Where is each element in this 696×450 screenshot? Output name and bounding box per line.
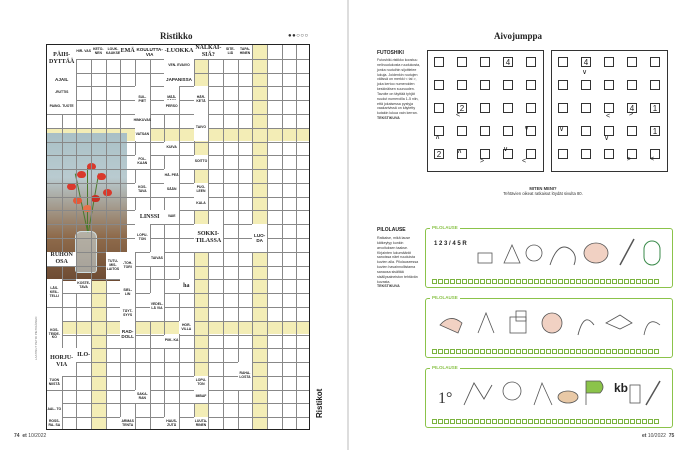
grid-line	[150, 45, 151, 429]
answer-box[interactable]	[528, 419, 533, 424]
answer-box[interactable]	[504, 419, 509, 424]
answer-box[interactable]	[498, 279, 503, 284]
grid-line	[47, 390, 309, 391]
answer-box[interactable]	[546, 349, 551, 354]
answer-box[interactable]	[540, 279, 545, 284]
grid-line	[47, 197, 309, 198]
futoshiki-cell[interactable]	[581, 103, 591, 113]
crossword-clue: ARMAS TENTA	[120, 417, 135, 430]
futoshiki-inequality: >	[627, 156, 632, 163]
answer-box[interactable]	[480, 419, 485, 424]
futoshiki-cell[interactable]	[627, 57, 637, 67]
answer-box[interactable]	[582, 279, 587, 284]
grid-line	[47, 266, 309, 267]
answer-box[interactable]	[468, 419, 473, 424]
crossword-clue: LINSSI	[135, 210, 164, 224]
crossword-clue: EMÄ	[120, 45, 135, 59]
grid-line	[47, 114, 309, 115]
answer-box[interactable]	[432, 349, 437, 354]
answer-box[interactable]	[600, 279, 605, 284]
crossword-clue: SÄÄN	[164, 183, 179, 197]
answer-box[interactable]	[612, 279, 617, 284]
answer-box[interactable]	[450, 419, 455, 424]
crossword-clue: KALA	[194, 197, 209, 211]
grid-line	[282, 45, 283, 429]
answer-box[interactable]	[570, 279, 575, 284]
crossword-clue: ROSS- RA- SA	[47, 417, 62, 430]
crossword-clue: HÄ- PEÄ	[164, 169, 179, 183]
futoshiki-cell[interactable]	[434, 103, 444, 113]
grid-line	[179, 45, 180, 429]
crossword-clue: TUON NIISTÄ	[47, 376, 62, 390]
futoshiki-cell[interactable]	[627, 80, 637, 90]
answer-box[interactable]	[606, 349, 611, 354]
crossword-clue: SITE- LIÄ	[223, 45, 238, 59]
pilolause-box-label: PILOLAUSE	[432, 225, 458, 230]
crossword-clue: VEN- EVAIVO	[164, 59, 193, 73]
crossword-clue: RAHA- LOSTA	[238, 362, 253, 390]
answer-box[interactable]	[558, 349, 563, 354]
answer-box[interactable]	[642, 419, 647, 424]
answer-box[interactable]	[588, 419, 593, 424]
crossword-clue: -RUTTIS	[47, 86, 76, 100]
answer-box[interactable]	[486, 419, 491, 424]
futoshiki-cell[interactable]	[480, 126, 490, 136]
crossword-clue: NÄLKÄI- SIÄ?	[195, 45, 222, 58]
crossword-clue: HÄR- KETÄ	[194, 86, 209, 114]
pilolause-title: PILOLAUSE	[377, 227, 406, 233]
answer-box[interactable]	[456, 279, 461, 284]
answer-box[interactable]	[510, 349, 515, 354]
answer-box[interactable]	[636, 419, 641, 424]
answer-box[interactable]	[444, 419, 449, 424]
answer-box[interactable]	[564, 419, 569, 424]
futoshiki-inequality: ∧	[435, 134, 441, 141]
answer-box[interactable]	[510, 419, 515, 424]
futoshiki-cell[interactable]	[604, 103, 614, 113]
answer-box[interactable]	[546, 279, 551, 284]
futoshiki-cell[interactable]	[434, 57, 444, 67]
answer-box[interactable]	[516, 279, 521, 284]
futoshiki-cell[interactable]	[558, 149, 568, 159]
futoshiki-title: FUTOSHIKI	[377, 50, 404, 56]
futoshiki-grid-1[interactable]	[427, 50, 544, 172]
pilolause-box-3[interactable]	[425, 365, 673, 428]
answer-box[interactable]	[468, 279, 473, 284]
answer-box[interactable]	[600, 419, 605, 424]
crossword-clue: TAIVO	[194, 114, 209, 142]
answer-box[interactable]	[624, 279, 629, 284]
crossword-clue: AAL- TO	[47, 403, 62, 417]
answer-box[interactable]	[504, 349, 509, 354]
crossword-clue: KETO- NEN	[91, 45, 106, 59]
grid-line	[47, 321, 309, 322]
crossword-clue: FOL- KAAN	[135, 155, 150, 169]
grid-line	[47, 252, 309, 253]
answer-box[interactable]	[522, 419, 527, 424]
answer-box[interactable]	[654, 349, 659, 354]
answer-box[interactable]	[612, 349, 617, 354]
futoshiki-inequality: <	[456, 112, 461, 119]
futoshiki-cell[interactable]	[558, 57, 568, 67]
crossword-clue: KOSTE- TAVA	[76, 279, 91, 293]
answer-box[interactable]	[552, 419, 557, 424]
futoshiki-cell[interactable]	[480, 80, 490, 90]
futoshiki-text: Futoshiki-ristikko koostuu neliruudukosta ruudukosta, jonka ruutuihin sijoittelee lukuja. Joidenkin ruutujen välissä on merkki < tai >, joka kertoo numeroiden keskinäisen suuruuden. Tavoite on täyttää tyhjät ruudut numeroilla 1-5 niin, että jokaisessa pystyja vaakarivissä on käytetty kutakin lukua vain kerran. TEKSTIKUVA	[377, 58, 421, 121]
crossword-clue: PERSO	[164, 100, 179, 114]
crossword-clue: TUTU- MIS- LAITOS	[106, 252, 121, 280]
grid-line	[47, 224, 309, 225]
futoshiki-cell[interactable]	[457, 80, 467, 90]
crossword-clue: SAKA- RAN	[135, 390, 150, 404]
futoshiki-cell[interactable]	[581, 126, 591, 136]
crossword-clue: SOKKI- TILASSA	[194, 224, 223, 252]
crossword-clue: TÄYT- SYYS	[120, 307, 135, 321]
answer-box[interactable]	[438, 279, 443, 284]
futoshiki-inequality: >	[480, 158, 485, 165]
pilolause-box-2[interactable]	[425, 295, 673, 358]
answer-box[interactable]	[630, 349, 635, 354]
answer-box[interactable]	[528, 349, 533, 354]
answer-box[interactable]	[444, 279, 449, 284]
futoshiki-inequality: ∧	[457, 148, 463, 155]
grid-line	[47, 376, 309, 377]
answer-box[interactable]	[654, 419, 659, 424]
answer-box[interactable]	[474, 349, 479, 354]
futoshiki-cell[interactable]	[604, 149, 614, 159]
answer-box[interactable]	[594, 279, 599, 284]
answer-box[interactable]	[492, 349, 497, 354]
answer-box[interactable]	[594, 349, 599, 354]
crossword-clue: LOUK- KAUKSE	[106, 45, 121, 59]
futoshiki-cell[interactable]	[526, 80, 536, 90]
grid-line	[47, 155, 309, 156]
grid-line	[47, 362, 309, 363]
pilolause-text: Ratkaise, mikä lause kätkeytyy kunkin arvoituksen taakse. Kirjainten lukumäärät sanoissa näet ruuduista kuvien alla. Pilolauseessa kuvien havainnollistama sanaosa sisältää sisällysaineiston tehtävän kuvasta. TEKSTIKUVA	[377, 236, 419, 289]
futoshiki-cell[interactable]	[604, 80, 614, 90]
puzzle-2-pictures	[434, 305, 666, 341]
answer-box[interactable]	[534, 349, 539, 354]
answer-box[interactable]	[582, 419, 587, 424]
answer-box[interactable]	[624, 349, 629, 354]
answer-box[interactable]	[576, 419, 581, 424]
crossword-clue: VAIE	[164, 210, 179, 224]
answer-box[interactable]	[546, 419, 551, 424]
answer-box[interactable]	[438, 419, 443, 424]
answer-box[interactable]	[540, 419, 545, 424]
answer-box[interactable]	[642, 349, 647, 354]
answer-box[interactable]	[534, 419, 539, 424]
puzzle-1-numbers: 1 2 3 / 4 5 R	[434, 241, 467, 247]
answer-box[interactable]	[594, 419, 599, 424]
answer-box[interactable]	[474, 419, 479, 424]
answer-box[interactable]	[624, 419, 629, 424]
futoshiki-cell[interactable]	[526, 57, 536, 67]
crossword-grid[interactable]	[46, 44, 310, 430]
crossword-clue: AJAIL	[47, 73, 76, 87]
crossword-clue: IMBAF	[194, 390, 209, 404]
futoshiki-cell[interactable]	[526, 149, 536, 159]
crossword-clue: SOITTO	[194, 155, 209, 169]
futoshiki-inequality: >	[629, 111, 634, 118]
answer-box[interactable]	[516, 349, 521, 354]
crossword-clue: -LUOKKA	[164, 45, 193, 59]
futoshiki-grid-2[interactable]	[551, 50, 668, 172]
futoshiki-cell[interactable]	[457, 126, 467, 136]
crossword-clue: HAUS- ZUTÄ	[164, 417, 179, 430]
answer-box[interactable]	[480, 279, 485, 284]
page-dots: ●●○○○	[288, 33, 309, 39]
answer-box[interactable]	[600, 349, 605, 354]
grid-line	[296, 45, 297, 429]
answer-box[interactable]	[528, 279, 533, 284]
futoshiki-cell[interactable]: 2	[434, 149, 444, 159]
answer-box[interactable]	[552, 349, 557, 354]
answer-box[interactable]	[570, 349, 575, 354]
answer-box[interactable]	[450, 279, 455, 284]
grid-line	[120, 45, 121, 429]
crossword-clue: VATSAN	[135, 128, 150, 142]
answer-box[interactable]	[432, 419, 437, 424]
right-footer: et 10/2022 75	[642, 433, 675, 439]
futoshiki-inequality: <	[606, 113, 611, 120]
answer-box[interactable]	[636, 349, 641, 354]
answer-box[interactable]	[432, 279, 437, 284]
crossword-clue: JAPANISSA	[164, 73, 193, 87]
grid-line	[47, 293, 309, 294]
grid-line	[47, 403, 309, 404]
answer-box[interactable]	[648, 349, 653, 354]
crossword-clue: PUO- LEEN	[194, 183, 209, 197]
futoshiki-cell[interactable]	[434, 80, 444, 90]
futoshiki-cell[interactable]	[480, 103, 490, 113]
pilolause-box-label: PILOLAUSE	[432, 295, 458, 300]
answers-note: MITEN MENI? Tehtävien oikeat ratkaisut löydät sivulta 80.	[503, 186, 583, 196]
answer-box[interactable]	[558, 279, 563, 284]
crossword-clue: LOPU- TON	[135, 224, 150, 252]
answer-box[interactable]	[558, 419, 563, 424]
crossword-clue: KOS- TAVA	[135, 183, 150, 197]
answer-box[interactable]	[576, 349, 581, 354]
grid-line	[76, 45, 77, 429]
crossword-clue: PÄIH- DYTTÄÄ	[47, 45, 76, 73]
answer-box[interactable]	[492, 419, 497, 424]
answer-box[interactable]	[564, 279, 569, 284]
futoshiki-cell[interactable]	[503, 126, 513, 136]
futoshiki-cell[interactable]: 4	[581, 57, 591, 67]
futoshiki-cell[interactable]: 1	[650, 103, 660, 113]
answer-box[interactable]	[612, 419, 617, 424]
puzzle-3-pictures	[434, 375, 666, 411]
crossword-clue: RAD- DOLL	[120, 321, 135, 349]
answer-box[interactable]	[618, 349, 623, 354]
futoshiki-cell[interactable]: 1	[650, 126, 660, 136]
side-credit: LAATINUT PETRI PIETIKÄINEN	[34, 316, 38, 360]
futoshiki-cell[interactable]	[457, 57, 467, 67]
crossword-clue: TAIVAS	[150, 252, 165, 266]
answer-box[interactable]	[444, 349, 449, 354]
crossword-clue: PAINO- TUOTE	[47, 100, 76, 114]
crossword-clue: LOPU- TON	[194, 376, 209, 390]
pilolause-box-label: PILOLAUSE	[432, 365, 458, 370]
pilolause-box-1[interactable]	[425, 225, 673, 288]
crossword-clue: ILO-	[76, 348, 91, 362]
svg-text:1°: 1°	[438, 390, 453, 407]
futoshiki-cell[interactable]	[581, 149, 591, 159]
answer-box[interactable]	[498, 419, 503, 424]
crossword-clue: RUHON OSA	[47, 252, 76, 266]
answer-box[interactable]	[486, 349, 491, 354]
answer-box[interactable]	[588, 349, 593, 354]
brain-title: Aivojumppa	[494, 31, 543, 41]
crossword-clue: HORJU- VIA	[47, 348, 76, 376]
answer-box[interactable]	[498, 349, 503, 354]
answer-box[interactable]	[654, 279, 659, 284]
answer-box[interactable]	[474, 279, 479, 284]
brand-logo: Ristikot	[315, 388, 324, 418]
grid-line	[47, 128, 309, 129]
answer-box[interactable]	[618, 279, 623, 284]
answer-box[interactable]	[504, 279, 509, 284]
answer-box[interactable]	[486, 279, 491, 284]
futoshiki-cell[interactable]: 4	[627, 103, 637, 113]
futoshiki-cell[interactable]	[558, 80, 568, 90]
grid-line	[223, 45, 224, 429]
futoshiki-cell[interactable]	[650, 57, 660, 67]
answer-box[interactable]	[492, 279, 497, 284]
answer-box[interactable]	[606, 419, 611, 424]
crossword-clue: LUUTA- RINEN	[194, 417, 209, 430]
answer-box[interactable]	[648, 419, 653, 424]
futoshiki-cell[interactable]	[503, 103, 513, 113]
answer-box[interactable]	[606, 279, 611, 284]
crossword-clue: KUIVA	[164, 142, 179, 156]
crossword-title: Ristikko	[160, 31, 193, 41]
answer-box[interactable]	[522, 349, 527, 354]
crossword-clue: -TOH- TORI	[120, 252, 135, 280]
grid-line	[47, 238, 309, 239]
answer-box[interactable]	[462, 419, 467, 424]
futoshiki-inequality: <	[650, 156, 655, 163]
crossword-clue: VEDEL- LÄ VIA	[150, 293, 165, 321]
futoshiki-cell[interactable]	[627, 126, 637, 136]
answer-box[interactable]	[576, 279, 581, 284]
crossword-clue: ha	[179, 279, 194, 293]
answer-box[interactable]	[522, 279, 527, 284]
answer-box[interactable]	[552, 279, 557, 284]
futoshiki-inequality: ∨	[604, 135, 610, 142]
grid-line	[106, 45, 107, 429]
futoshiki-inequality: ∨	[503, 146, 509, 153]
answer-box[interactable]	[630, 279, 635, 284]
answer-box[interactable]	[516, 419, 521, 424]
futoshiki-cell[interactable]	[503, 80, 513, 90]
futoshiki-cell[interactable]	[604, 57, 614, 67]
crossword-clue: SUL- PIET	[135, 86, 150, 114]
answer-box[interactable]	[456, 349, 461, 354]
crossword-clue: TAPA- HINEN	[238, 45, 253, 59]
crossword-clue: HIR- VAS	[76, 45, 91, 59]
answer-box[interactable]	[618, 419, 623, 424]
futoshiki-cell[interactable]	[480, 57, 490, 67]
puzzle-1-pictures	[474, 235, 664, 269]
answer-box[interactable]	[450, 349, 455, 354]
crossword-clue: HINKUVAS	[135, 114, 150, 128]
grid-line	[267, 45, 268, 429]
futoshiki-cell[interactable]	[581, 80, 591, 90]
answer-box[interactable]	[456, 419, 461, 424]
answer-box[interactable]	[480, 349, 485, 354]
crossword-clue: KOS- TEIDE- KO	[47, 321, 62, 349]
answer-box[interactable]	[468, 349, 473, 354]
crossword-clue: SIEL- LIN	[120, 279, 135, 307]
futoshiki-inequality: ∨	[524, 125, 530, 132]
futoshiki-inequality: ∨	[559, 126, 565, 133]
crossword-clue: LUO- DA	[252, 224, 267, 252]
futoshiki-cell[interactable]: 4	[503, 57, 513, 67]
grid-line	[47, 307, 309, 308]
answer-box[interactable]	[534, 279, 539, 284]
answer-box[interactable]	[570, 419, 575, 424]
puzzle-3-letters: kb	[614, 381, 629, 395]
left-page	[0, 0, 347, 450]
answer-box[interactable]	[582, 349, 587, 354]
answer-box[interactable]	[540, 349, 545, 354]
futoshiki-inequality: <	[522, 158, 527, 165]
answer-box[interactable]	[630, 419, 635, 424]
futoshiki-cell[interactable]	[558, 103, 568, 113]
futoshiki-cell[interactable]	[526, 103, 536, 113]
answer-box[interactable]	[564, 349, 569, 354]
answer-box[interactable]	[588, 279, 593, 284]
answer-box[interactable]	[438, 349, 443, 354]
crossword-clue: HOR- VILLA	[179, 321, 194, 335]
crossword-clue: PIIK- KA	[164, 335, 179, 349]
answer-box[interactable]	[636, 279, 641, 284]
crossword-clue: LÄS- KEIL- TELLI	[47, 279, 62, 307]
crossword-clue: KOULUTTA- VIA	[136, 46, 163, 57]
answer-box[interactable]	[510, 279, 515, 284]
grid-line	[91, 45, 92, 429]
crossword-clue: MÄÄ-	[164, 86, 179, 114]
futoshiki-cell[interactable]	[650, 80, 660, 90]
answer-box[interactable]	[462, 349, 467, 354]
futoshiki-cell[interactable]: 2	[457, 103, 467, 113]
futoshiki-inequality: ∨	[582, 69, 588, 76]
left-footer: 74 et 10/2022	[14, 433, 47, 439]
answer-box[interactable]	[642, 279, 647, 284]
answer-box[interactable]	[462, 279, 467, 284]
answer-box[interactable]	[648, 279, 653, 284]
